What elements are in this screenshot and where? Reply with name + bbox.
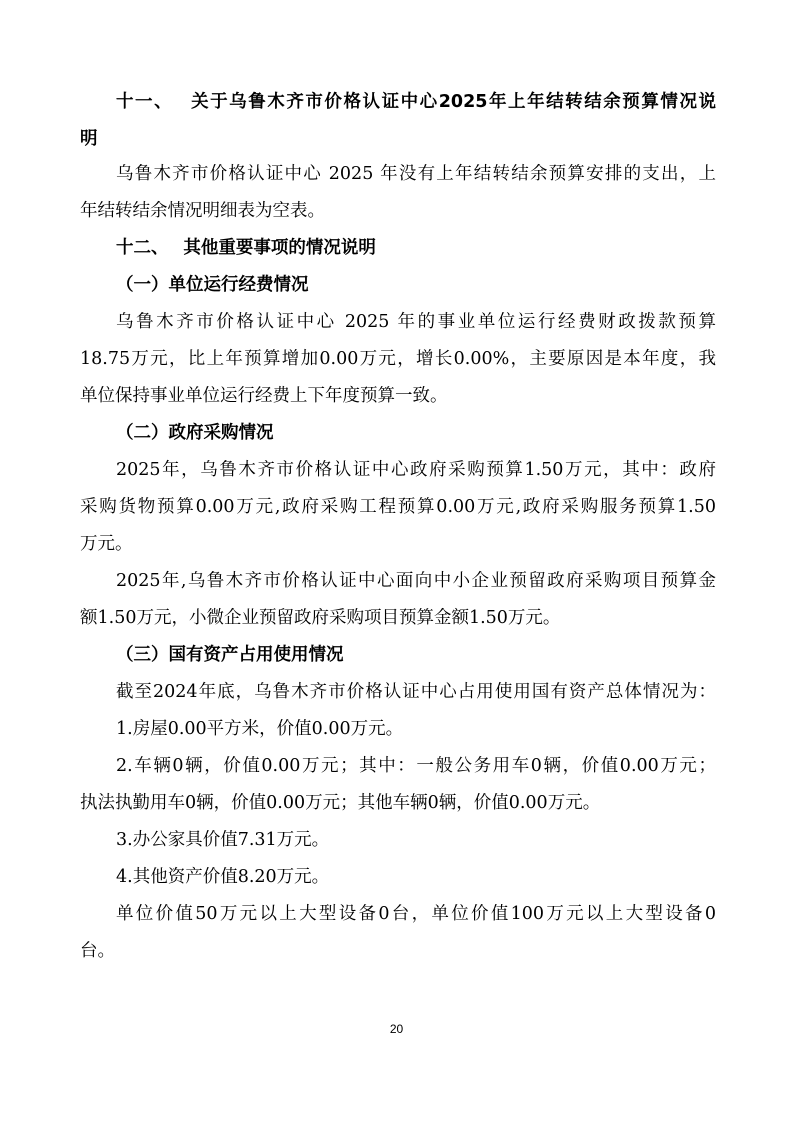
paragraph-line: 截至2024年底，乌鲁木齐市价格认证中心占用使用国有资产总体情况为：: [116, 682, 716, 702]
section-11-heading-cont: 明: [80, 129, 98, 149]
paragraph-line: 单位价值50万元以上大型设备0台，单位价值100万元以上大型设备0: [116, 904, 716, 924]
list-item: 3.办公家具价值7.31万元。: [116, 830, 330, 850]
paragraph-line: 年结转结余情况明细表为空表。: [80, 201, 325, 221]
page-number: 20: [389, 1022, 404, 1036]
paragraph-line: 乌鲁木齐市价格认证中心 2025 年的事业单位运行经费财政拨款预算: [116, 312, 716, 332]
paragraph-line: 单位保持事业单位运行经费上下年度预算一致。: [80, 386, 448, 406]
paragraph-line: 台。: [80, 941, 115, 961]
paragraph-line: 2025年,乌鲁木齐市价格认证中心面向中小企业预留政府采购项目预算金: [116, 571, 716, 591]
subsection-3-heading: （三）国有资产占用使用情况: [116, 645, 344, 665]
paragraph-line: 额1.50万元，小微企业预留政府采购项目预算金额1.50万元。: [80, 608, 561, 628]
paragraph-line: 乌鲁木齐市价格认证中心 2025 年没有上年结转结余预算安排的支出，上: [116, 164, 716, 184]
paragraph-line: 万元。: [80, 534, 133, 554]
paragraph-line: 2025年，乌鲁木齐市价格认证中心政府采购预算1.50万元，其中：政府: [116, 460, 716, 480]
list-item: 2.车辆0辆，价值0.00万元；其中：一般公务用车0辆，价值0.00万元；: [116, 756, 716, 776]
paragraph-line: 执法执勤用车0辆，价值0.00万元；其他车辆0辆，价值0.00万元。: [80, 793, 601, 813]
paragraph-line: 采购货物预算0.00万元,政府采购工程预算0.00万元,政府采购服务预算1.50: [80, 497, 716, 517]
paragraph-line: 18.75万元，比上年预算增加0.00万元，增长0.00%，主要原因是本年度，我: [80, 349, 716, 369]
section-11-heading: 十一、 关于乌鲁木齐市价格认证中心2025年上年结转结余预算情况说: [116, 92, 716, 112]
list-item: 4.其他资产价值8.20万元。: [116, 867, 330, 887]
section-12-heading: 十二、 其他重要事项的情况说明: [116, 238, 376, 258]
list-item: 1.房屋0.00平方米，价值0.00万元。: [116, 719, 404, 739]
subsection-1-heading: （一）单位运行经费情况: [116, 275, 309, 295]
subsection-2-heading: （二）政府采购情况: [116, 423, 274, 443]
